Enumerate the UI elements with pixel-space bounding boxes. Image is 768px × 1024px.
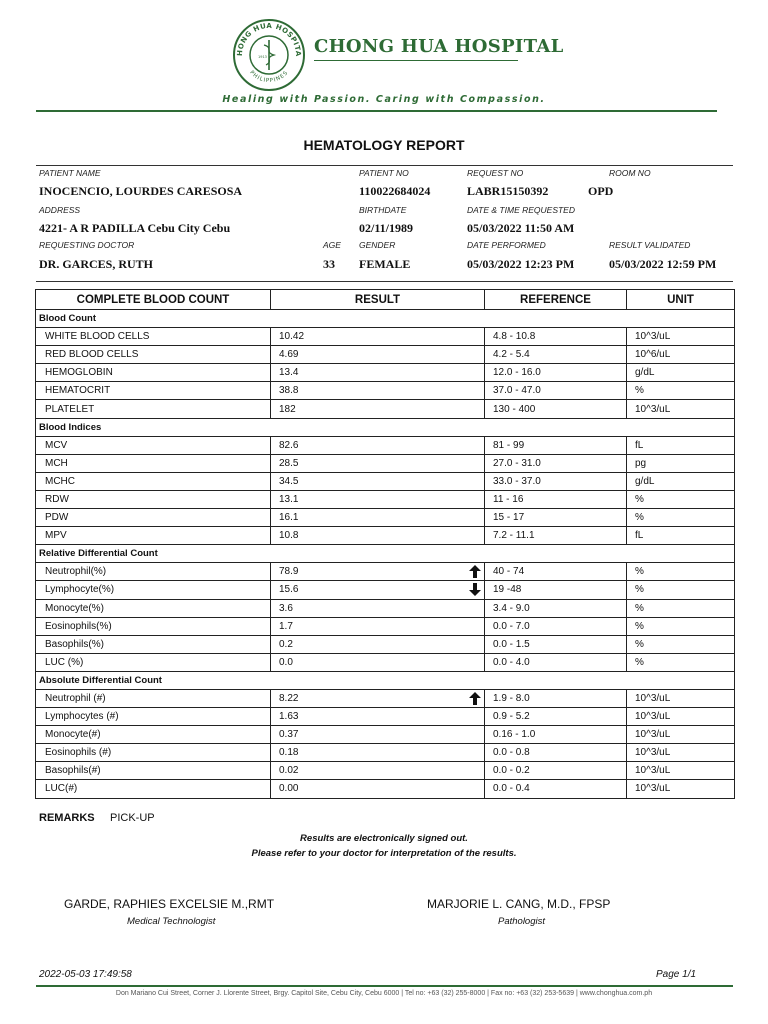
result-cell <box>271 328 485 346</box>
result-cell <box>271 635 485 653</box>
remarks-label: REMARKS <box>39 812 95 824</box>
test-name-cell <box>36 490 271 508</box>
reference-cell <box>485 490 627 508</box>
unit-cell <box>627 581 735 599</box>
test-name-cell <box>36 563 271 581</box>
reference-text: 37.0 - 47.0 <box>493 385 541 397</box>
test-name-cell <box>36 581 271 599</box>
result-cell <box>271 708 485 726</box>
test-name-text: Basophils(#) <box>45 765 101 777</box>
age: 33 <box>323 257 335 271</box>
table-row <box>36 581 735 599</box>
reference-text: 27.0 - 31.0 <box>493 457 541 469</box>
unit-text: pg <box>635 457 647 469</box>
test-name-cell <box>36 364 271 382</box>
unit-cell <box>627 599 735 617</box>
result-text: 10.42 <box>279 331 305 343</box>
result-cell <box>271 780 485 798</box>
test-name-text: PDW <box>45 512 69 524</box>
test-name-cell <box>36 744 271 762</box>
result-text: 15.6 <box>279 584 299 596</box>
test-name-cell <box>36 762 271 780</box>
unit-cell <box>627 617 735 635</box>
unit-text: fL <box>635 530 644 542</box>
result-text: 78.9 <box>279 566 299 578</box>
test-name-text: WHITE BLOOD CELLS <box>45 331 150 343</box>
test-name-cell <box>36 708 271 726</box>
table-row <box>36 617 735 635</box>
test-name-text: HEMOGLOBIN <box>45 367 113 379</box>
reference-cell <box>485 346 627 364</box>
result-cell <box>271 436 485 454</box>
reference-text: 3.4 - 9.0 <box>493 602 530 614</box>
unit-text: % <box>635 493 644 505</box>
test-name-text: HEMATOCRIT <box>45 385 111 397</box>
test-name-text: Lymphocyte(%) <box>45 584 115 596</box>
gender: FEMALE <box>359 257 411 271</box>
table-row <box>36 762 735 780</box>
unit-text: g/dL <box>635 475 655 487</box>
result-text: 4.69 <box>279 349 299 361</box>
room-no: OPD <box>588 184 614 198</box>
table-row <box>36 509 735 527</box>
reference-cell <box>485 472 627 490</box>
table-row <box>36 726 735 744</box>
header-unit: UNIT <box>627 290 735 310</box>
reference-cell <box>485 689 627 707</box>
table-row <box>36 472 735 490</box>
unit-text: 10^3/uL <box>635 729 671 741</box>
unit-cell <box>627 400 735 418</box>
unit-cell <box>627 653 735 671</box>
title-divider <box>36 165 733 166</box>
reference-cell <box>485 454 627 472</box>
test-name-text: Lymphocytes (#) <box>45 711 119 723</box>
reference-cell <box>485 364 627 382</box>
test-name-text: LUC(#) <box>45 783 78 795</box>
footer-address: Don Mariano Cui Street, Corner J. Llorente Street, Brgy. Capitol Site, Cebu City, Cebu 6000 | Tel no: +63 (32) 255-8000 | Fax no: +63 (32) 253-5639 | www.chonghua.com.ph <box>115 990 653 997</box>
test-name-text: MCHC <box>45 475 75 487</box>
hospital-name: CHONG HUA HOSPITAL <box>314 36 564 57</box>
result-text: 34.5 <box>279 475 299 487</box>
unit-text: 10^3/uL <box>635 711 671 723</box>
seal-year: 1913 <box>258 55 267 59</box>
reference-text: 4.8 - 10.8 <box>493 331 536 343</box>
reference-text: 19 -48 <box>493 584 522 596</box>
result-text: 16.1 <box>279 512 299 524</box>
table-row <box>36 454 735 472</box>
unit-cell <box>627 346 735 364</box>
unit-text: % <box>635 602 644 614</box>
test-name-text: Monocyte(%) <box>45 602 104 614</box>
unit-cell <box>627 509 735 527</box>
result-cell <box>271 382 485 400</box>
result-text: 0.0 <box>279 656 293 668</box>
reference-cell <box>485 762 627 780</box>
test-name-text: RDW <box>45 493 69 505</box>
unit-text: % <box>635 512 644 524</box>
result-cell <box>271 653 485 671</box>
reference-text: 81 - 99 <box>493 439 525 451</box>
table-row <box>36 635 735 653</box>
test-name-cell <box>36 653 271 671</box>
result-text: 82.6 <box>279 439 299 451</box>
result-text: 38.8 <box>279 385 299 397</box>
test-name-cell <box>36 689 271 707</box>
arrow-up-icon <box>469 692 481 705</box>
result-cell <box>271 599 485 617</box>
test-name-cell <box>36 328 271 346</box>
requesting-doctor-label: REQUESTING DOCTOR <box>39 240 135 250</box>
reference-cell <box>485 400 627 418</box>
table-header-row <box>36 290 735 310</box>
unit-text: 10^3/uL <box>635 693 671 705</box>
patient-name-label: PATIENT NAME <box>39 168 101 178</box>
section-row <box>36 310 735 328</box>
reference-text: 0.0 - 4.0 <box>493 656 530 668</box>
test-name-cell <box>36 635 271 653</box>
reference-text: 0.16 - 1.0 <box>493 729 536 741</box>
address: 4221- A R PADILLA Cebu City Cebu <box>39 221 231 235</box>
date-requested: 05/03/2022 11:50 AM <box>467 221 575 235</box>
result-cell <box>271 472 485 490</box>
medtech-name: GARDE, RAPHIES EXCELSIE M.,RMT <box>64 897 275 911</box>
table-row <box>36 400 735 418</box>
reference-cell <box>485 708 627 726</box>
result-cell <box>271 726 485 744</box>
test-name-cell <box>36 400 271 418</box>
unit-text: % <box>635 620 644 632</box>
result-cell <box>271 400 485 418</box>
result-cell <box>271 689 485 707</box>
cbc-results-table <box>35 289 735 799</box>
unit-text: % <box>635 385 644 397</box>
table-row <box>36 436 735 454</box>
gender-label: GENDER <box>359 240 396 250</box>
test-name-cell <box>36 780 271 798</box>
result-cell <box>271 364 485 382</box>
unit-cell <box>627 364 735 382</box>
result-text: 0.00 <box>279 783 299 795</box>
table-row <box>36 364 735 382</box>
result-text: 28.5 <box>279 457 299 469</box>
unit-text: 10^3/uL <box>635 331 671 343</box>
result-text: 13.4 <box>279 367 299 379</box>
reference-cell <box>485 328 627 346</box>
reference-text: 0.0 - 0.4 <box>493 783 530 795</box>
date-performed-label: DATE PERFORMED <box>467 240 546 250</box>
table-row <box>36 328 735 346</box>
address-label: ADDRESS <box>39 205 81 215</box>
reference-cell <box>485 617 627 635</box>
patient-info-divider <box>36 281 733 282</box>
result-text: 8.22 <box>279 693 299 705</box>
result-cell <box>271 762 485 780</box>
room-no-label: ROOM NO <box>609 168 651 178</box>
reference-cell <box>485 653 627 671</box>
footer-divider <box>36 985 733 987</box>
result-cell <box>271 454 485 472</box>
result-cell <box>271 490 485 508</box>
reference-cell <box>485 581 627 599</box>
test-name-cell <box>36 436 271 454</box>
section-title: Absolute Differential Count <box>36 671 735 689</box>
reference-text: 33.0 - 37.0 <box>493 475 541 487</box>
test-name-cell <box>36 509 271 527</box>
reference-cell <box>485 599 627 617</box>
request-no-label: REQUEST NO <box>467 168 524 178</box>
seal-text-bottom: PHILIPPINES <box>248 69 290 85</box>
pathologist-role: Pathologist <box>498 916 546 927</box>
result-text: 182 <box>279 403 296 415</box>
table-row <box>36 744 735 762</box>
pathologist-name: MARJORIE L. CANG, M.D., FPSP <box>427 897 611 911</box>
table-row <box>36 708 735 726</box>
test-name-text: PLATELET <box>45 403 95 415</box>
reference-text: 11 - 16 <box>493 493 524 505</box>
test-name-text: Neutrophil (#) <box>45 693 106 705</box>
result-cell <box>271 581 485 599</box>
seal-text-top: HONG HUA HOSPITA <box>235 21 303 57</box>
table-row <box>36 527 735 545</box>
unit-cell <box>627 490 735 508</box>
result-validated-label: RESULT VALIDATED <box>609 240 691 250</box>
unit-cell <box>627 689 735 707</box>
unit-cell <box>627 382 735 400</box>
reference-text: 130 - 400 <box>493 403 536 415</box>
hospital-tagline: Healing with Passion. Caring with Compassion. <box>222 94 546 105</box>
medtech-role: Medical Technologist <box>127 916 216 927</box>
date-performed: 05/03/2022 12:23 PM <box>467 257 575 271</box>
age-label: AGE <box>323 240 341 250</box>
result-text: 0.37 <box>279 729 299 741</box>
result-text: 0.18 <box>279 747 299 759</box>
test-name-text: MCH <box>45 457 68 469</box>
unit-cell <box>627 726 735 744</box>
result-text: 3.6 <box>279 602 293 614</box>
reference-cell <box>485 563 627 581</box>
unit-text: fL <box>635 439 644 451</box>
reference-text: 7.2 - 11.1 <box>493 530 535 542</box>
reference-cell <box>485 780 627 798</box>
hospital-name-underline <box>314 60 518 61</box>
requesting-doctor: DR. GARCES, RUTH <box>39 257 154 271</box>
reference-text: 15 - 17 <box>493 512 525 524</box>
result-cell <box>271 617 485 635</box>
interpretation-note: Please refer to your doctor for interpretation of the results. <box>251 848 517 859</box>
unit-cell <box>627 328 735 346</box>
reference-text: 1.9 - 8.0 <box>493 693 530 705</box>
remarks-value: PICK-UP <box>110 812 155 824</box>
birthdate-label: BIRTHDATE <box>359 205 407 215</box>
page-number: Page 1/1 <box>656 969 697 980</box>
unit-text: % <box>635 638 644 650</box>
svg-text:PHILIPPINES <box>248 70 290 84</box>
header-divider <box>36 110 717 112</box>
patient-no: 110022684024 <box>359 184 431 198</box>
table-row <box>36 689 735 707</box>
arrow-down-icon <box>469 583 481 596</box>
result-cell <box>271 509 485 527</box>
test-name-text: MCV <box>45 439 68 451</box>
test-name-text: Monocyte(#) <box>45 729 101 741</box>
unit-cell <box>627 635 735 653</box>
table-body <box>36 310 735 799</box>
unit-text: % <box>635 566 644 578</box>
section-title: Relative Differential Count <box>36 545 735 563</box>
section-title: Blood Count <box>36 310 735 328</box>
result-cell <box>271 346 485 364</box>
test-name-text: MPV <box>45 530 67 542</box>
reference-text: 40 - 74 <box>493 566 525 578</box>
result-cell <box>271 563 485 581</box>
birthdate: 02/11/1989 <box>359 221 414 235</box>
section-title: Blood Indices <box>36 418 735 436</box>
test-name-cell <box>36 617 271 635</box>
unit-cell <box>627 744 735 762</box>
table-row <box>36 653 735 671</box>
reference-text: 4.2 - 5.4 <box>493 349 530 361</box>
table-row <box>36 346 735 364</box>
test-name-text: Eosinophils(%) <box>45 620 112 632</box>
test-name-text: Neutrophil(%) <box>45 566 107 578</box>
header-test: COMPLETE BLOOD COUNT <box>36 290 271 310</box>
table-row <box>36 382 735 400</box>
table-row <box>36 563 735 581</box>
test-name-cell <box>36 599 271 617</box>
test-name-text: RED BLOOD CELLS <box>45 349 139 361</box>
result-cell <box>271 744 485 762</box>
test-name-cell <box>36 454 271 472</box>
svg-text:CHONG HUA HOSPITAL <box>232 18 302 57</box>
unit-cell <box>627 780 735 798</box>
result-text: 1.63 <box>279 711 299 723</box>
reference-cell <box>485 726 627 744</box>
unit-text: 10^3/uL <box>635 783 671 795</box>
patient-name: INOCENCIO, LOURDES CARESOSA <box>39 184 243 198</box>
unit-cell <box>627 708 735 726</box>
unit-cell <box>627 563 735 581</box>
unit-text: g/dL <box>635 367 655 379</box>
result-validated: 05/03/2022 12:59 PM <box>609 257 717 271</box>
result-text: 1.7 <box>279 620 293 632</box>
reference-text: 12.0 - 16.0 <box>493 367 541 379</box>
unit-cell <box>627 762 735 780</box>
unit-cell <box>627 527 735 545</box>
reference-text: 0.0 - 7.0 <box>493 620 530 632</box>
header-result: RESULT <box>271 290 485 310</box>
unit-text: 10^3/uL <box>635 747 671 759</box>
table-row <box>36 780 735 798</box>
table-row <box>36 599 735 617</box>
reference-cell <box>485 509 627 527</box>
unit-cell <box>627 472 735 490</box>
hospital-seal-logo <box>232 18 306 92</box>
result-cell <box>271 527 485 545</box>
result-text: 13.1 <box>279 493 299 505</box>
date-requested-label: DATE & TIME REQUESTED <box>467 205 575 215</box>
result-text: 0.02 <box>279 765 299 777</box>
request-no: LABR15150392 <box>467 184 549 198</box>
reference-cell <box>485 436 627 454</box>
arrow-up-icon <box>469 565 481 578</box>
test-name-text: Basophils(%) <box>45 638 104 650</box>
reference-text: 0.0 - 0.2 <box>493 765 530 777</box>
reference-text: 0.9 - 5.2 <box>493 711 530 723</box>
test-name-cell <box>36 472 271 490</box>
section-row <box>36 671 735 689</box>
report-title: HEMATOLOGY REPORT <box>303 137 465 153</box>
patient-no-label: PATIENT NO <box>359 168 409 178</box>
reference-text: 0.0 - 0.8 <box>493 747 530 759</box>
unit-text: % <box>635 656 644 668</box>
result-text: 0.2 <box>279 638 293 650</box>
header-reference: REFERENCE <box>485 290 627 310</box>
print-timestamp: 2022-05-03 17:49:58 <box>39 969 132 980</box>
reference-text: 0.0 - 1.5 <box>493 638 530 650</box>
result-text: 10.8 <box>279 530 299 542</box>
test-name-cell <box>36 527 271 545</box>
test-name-cell <box>36 382 271 400</box>
signout-note: Results are electronically signed out. <box>300 833 468 844</box>
reference-cell <box>485 744 627 762</box>
unit-text: 10^3/uL <box>635 403 671 415</box>
test-name-cell <box>36 346 271 364</box>
unit-cell <box>627 436 735 454</box>
reference-cell <box>485 635 627 653</box>
unit-text: 10^3/uL <box>635 765 671 777</box>
table-row <box>36 490 735 508</box>
section-row <box>36 418 735 436</box>
section-row <box>36 545 735 563</box>
unit-text: % <box>635 584 644 596</box>
test-name-cell <box>36 726 271 744</box>
reference-cell <box>485 527 627 545</box>
unit-text: 10^6/uL <box>635 349 671 361</box>
test-name-text: Eosinophils (#) <box>45 747 112 759</box>
reference-cell <box>485 382 627 400</box>
unit-cell <box>627 454 735 472</box>
test-name-text: LUC (%) <box>45 656 84 668</box>
